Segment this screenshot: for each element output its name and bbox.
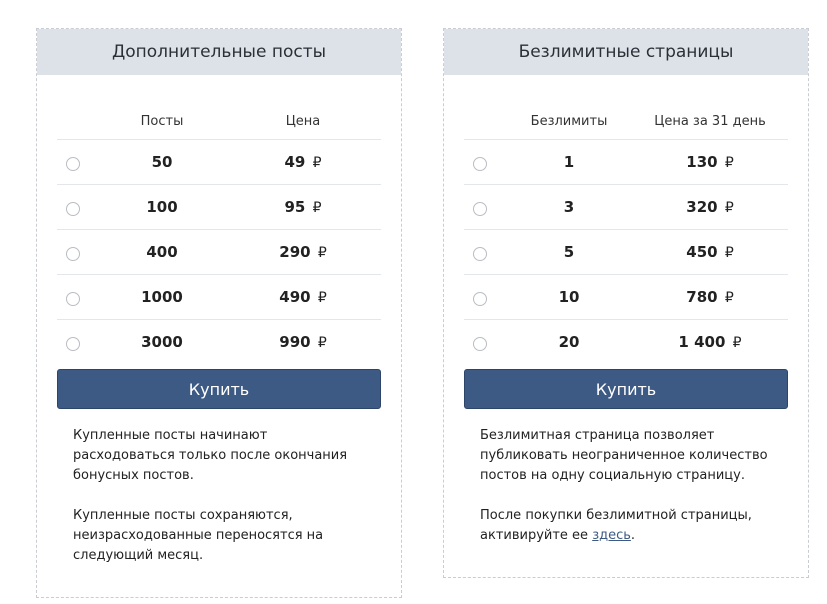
price-cell: [632, 320, 788, 365]
price-cell: [225, 275, 381, 320]
activate-here-link[interactable]: здесь: [592, 528, 631, 543]
unlimited-info-text: [480, 426, 780, 566]
price-cell: [225, 185, 381, 230]
posts-count: 400: [99, 230, 225, 275]
column-header-unlimited: Безлимиты: [506, 103, 632, 140]
info-paragraph: Купленные посты начинают расходоваться только после окончания бонусных постов.: [73, 428, 348, 483]
unlimited-count: 10: [506, 275, 632, 320]
price-cell: [225, 230, 381, 275]
buy-unlimited-button[interactable]: Купить: [464, 369, 788, 409]
ruble-sign: ₽: [724, 200, 734, 216]
unlimited-price-table: [464, 103, 788, 364]
ruble-sign: ₽: [317, 335, 327, 351]
price-value: 450: [686, 243, 718, 261]
price-value: 1 400: [678, 333, 726, 351]
price-value: 990: [279, 333, 311, 351]
price-value: 490: [279, 288, 311, 306]
price-cell: [225, 320, 381, 365]
table-row[interactable]: [57, 140, 381, 185]
price-cell: [632, 185, 788, 230]
column-header-price: Цена: [225, 103, 381, 140]
table-row[interactable]: [464, 230, 788, 275]
ruble-sign: ₽: [724, 290, 734, 306]
table-row[interactable]: [57, 275, 381, 320]
price-value: 95: [284, 198, 306, 216]
table-row[interactable]: [57, 230, 381, 275]
ruble-sign: ₽: [724, 245, 734, 261]
price-value: 780: [686, 288, 718, 306]
option-radio[interactable]: [473, 247, 487, 261]
option-radio[interactable]: [66, 202, 80, 216]
posts-count: 50: [99, 140, 225, 185]
table-row[interactable]: [464, 185, 788, 230]
table-row[interactable]: [464, 275, 788, 320]
option-radio[interactable]: [473, 157, 487, 171]
unlimited-pages-card: [443, 28, 809, 578]
option-radio[interactable]: [473, 202, 487, 216]
option-radio[interactable]: [473, 337, 487, 351]
table-row[interactable]: [57, 320, 381, 365]
option-radio[interactable]: [66, 157, 80, 171]
card-title: Безлимитные страницы: [444, 29, 808, 75]
buy-posts-button[interactable]: Купить: [57, 369, 381, 409]
card-title: Дополнительные посты: [37, 29, 401, 75]
info-paragraph: После покупки безлимитной страницы, активируйте ее здесь.: [480, 508, 752, 543]
info-paragraph: Купленные посты сохраняются, неизрасходованные переносятся на следующий месяц.: [73, 508, 324, 563]
option-radio[interactable]: [66, 337, 80, 351]
posts-count: 1000: [99, 275, 225, 320]
ruble-sign: ₽: [724, 155, 734, 171]
table-row[interactable]: [57, 185, 381, 230]
unlimited-count: 20: [558, 333, 580, 351]
posts-count: 100: [99, 185, 225, 230]
ruble-sign: ₽: [312, 200, 322, 216]
posts-count: 3000: [141, 333, 183, 351]
price-value: 130: [686, 153, 718, 171]
ruble-sign: ₽: [317, 290, 327, 306]
table-row[interactable]: [464, 320, 788, 365]
table-row[interactable]: [464, 140, 788, 185]
ruble-sign: ₽: [317, 245, 327, 261]
price-value: 290: [279, 243, 311, 261]
posts-info-text: [73, 426, 373, 586]
table-header-row: [464, 103, 788, 140]
unlimited-count: 1: [506, 140, 632, 185]
ruble-sign: ₽: [732, 335, 742, 351]
unlimited-count: 5: [506, 230, 632, 275]
option-radio[interactable]: [473, 292, 487, 306]
posts-price-table: [57, 103, 381, 364]
price-cell: [632, 230, 788, 275]
info-paragraph: Безлимитная страница позволяет публиковать неограниченное количество постов на одну социальную страницу.: [480, 428, 768, 483]
unlimited-count: 3: [506, 185, 632, 230]
price-cell: [632, 275, 788, 320]
table-header-row: [57, 103, 381, 140]
column-header-posts: Посты: [99, 103, 225, 140]
option-radio[interactable]: [66, 292, 80, 306]
price-value: 320: [686, 198, 718, 216]
price-cell: [225, 140, 381, 185]
column-header-price-31-days: Цена за 31 день: [632, 103, 788, 140]
ruble-sign: ₽: [312, 155, 322, 171]
price-value: 49: [284, 153, 306, 171]
additional-posts-card: [36, 28, 402, 598]
price-cell: [632, 140, 788, 185]
option-radio[interactable]: [66, 247, 80, 261]
